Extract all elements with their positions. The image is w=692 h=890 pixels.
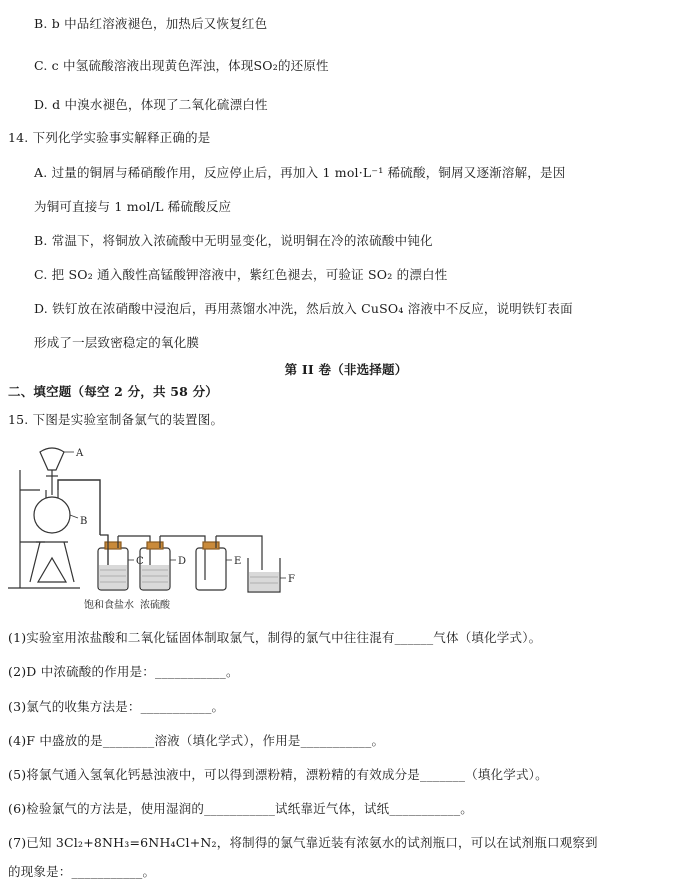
q15-part-3: (3)氯气的收集方法是：___________。: [8, 699, 225, 714]
section-heading: 二、填空题（每空 2 分，共 58 分）: [8, 384, 219, 399]
q14-option-d-line1: D. 铁钉放在浓硝酸中浸泡后，再用蒸馏水冲洗，然后放入 CuSO₄ 溶液中不反应，说明铁钉表面: [34, 301, 573, 316]
q15-stem: 15. 下图是实验室制备氯气的装置图。: [8, 412, 224, 427]
q15-part-6: (6)检验氯气的方法是，使用湿润的___________试纸靠近气体，试纸___________。: [8, 801, 474, 816]
label-conc-sulfuric-acid: 浓硫酸: [140, 600, 170, 611]
label-a: A: [76, 448, 84, 459]
q14-option-b: B. 常温下，将铜放入浓硫酸中无明显变化，说明铜在冷的浓硫酸中钝化: [34, 233, 433, 248]
q15-part-5: (5)将氯气通入氢氧化钙悬浊液中，可以得到漂粉精，漂粉精的有效成分是_______（填化学式）。: [8, 767, 548, 782]
q15-part-7-line2: 的现象是：___________。: [8, 864, 156, 879]
label-b: B: [80, 516, 88, 527]
label-f: F: [288, 574, 295, 585]
q14-option-c: C. 把 SO₂ 通入酸性高锰酸钾溶液中，紫红色褪去，可验证 SO₂ 的漂白性: [34, 267, 448, 282]
bottle-e: [196, 548, 226, 590]
q15-part-4: (4)F 中盛放的是________溶液（填化学式），作用是___________。: [8, 733, 385, 748]
label-c: C: [136, 556, 144, 567]
q14-option-a-line1: A. 过量的铜屑与稀硝酸作用，反应停止后，再加入 1 mol·L⁻¹ 稀硫酸，铜屑又逐渐溶解，是因: [34, 165, 566, 180]
q14-option-d-line2: 形成了一层致密稳定的氧化膜: [34, 335, 200, 350]
q15-part-2: (2)D 中浓硫酸的作用是：___________。: [8, 664, 239, 679]
q13-option-c: C. c 中氢硫酸溶液出现黄色浑浊，体现SO₂的还原性: [34, 58, 329, 73]
alcohol-lamp: [38, 558, 66, 582]
q15-part-7-line1: (7)已知 3Cl₂+8NH₃=6NH₄Cl+N₂，将制得的氯气靠近装有浓氨水的试剂瓶口，可以在试剂瓶口观察到: [8, 835, 598, 850]
section-title: 第 II 卷（非选择题）: [284, 362, 408, 377]
round-flask: [34, 497, 70, 533]
separatory-funnel: [40, 448, 64, 470]
label-saturated-brine: 饱和食盐水: [84, 600, 134, 611]
q13-option-b: B. b 中品红溶液褪色，加热后又恢复红色: [34, 16, 268, 31]
delivery-tube: [58, 480, 100, 535]
q15-part-1: (1)实验室用浓盐酸和二氧化锰固体制取氯气，制得的氯气中往往混有______气体（填化学式）。: [8, 630, 542, 645]
q13-option-d: D. d 中溴水褪色，体现了二氧化硫漂白性: [34, 97, 268, 112]
label-e: E: [234, 556, 242, 567]
chlorine-apparatus-diagram: [0, 440, 320, 615]
q14-stem: 14. 下列化学实验事实解释正确的是: [8, 130, 211, 145]
q14-option-a-line2: 为铜可直接与 1 mol/L 稀硫酸反应: [34, 199, 232, 214]
label-d: D: [178, 556, 187, 567]
